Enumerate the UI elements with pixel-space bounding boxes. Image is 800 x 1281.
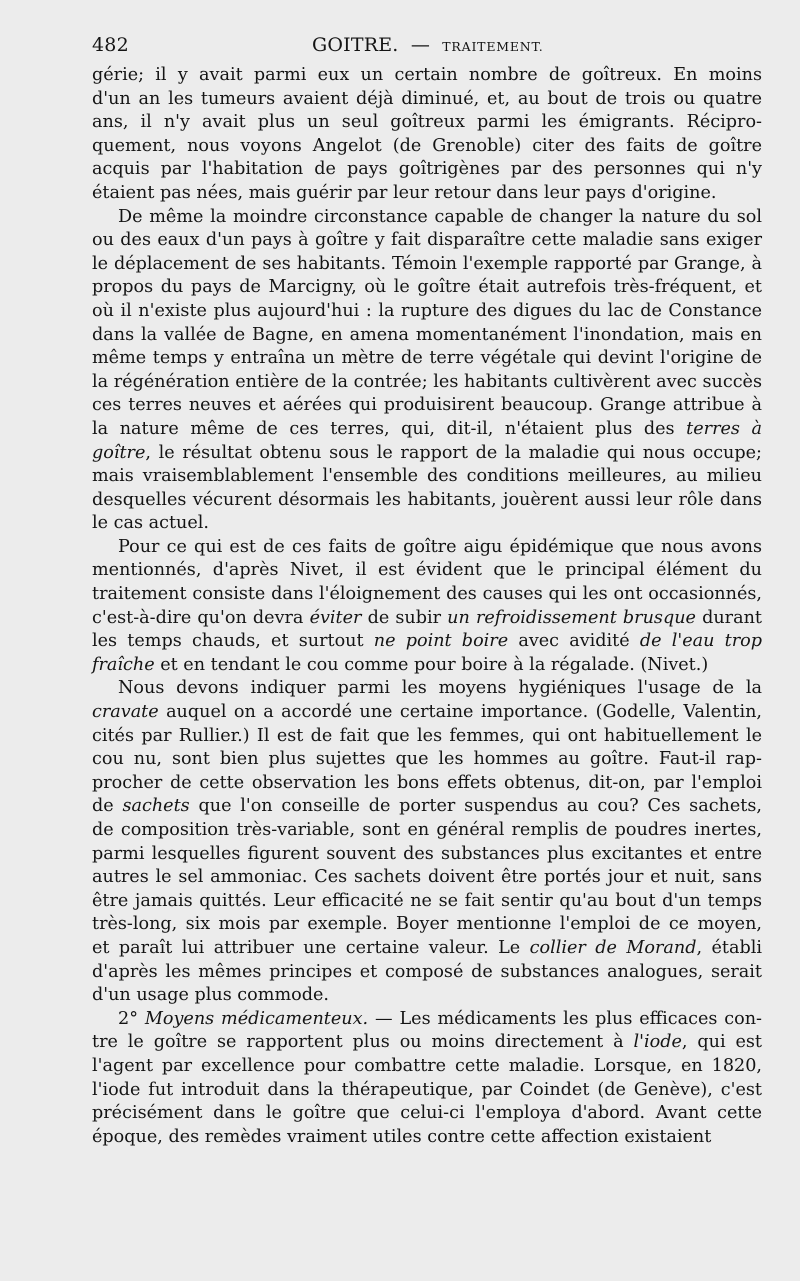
- text-run: et en tendant le cou comme pour boire à la régalade. (Nivet.): [154, 654, 709, 675]
- text-line: [92, 961, 762, 985]
- italic-text: un refroidissement brusque: [447, 607, 696, 628]
- text-line: [92, 937, 762, 961]
- text-line: [92, 677, 762, 701]
- text-run: propos du pays de Marcigny, où le goître était autrefois très-fréquent, et: [92, 277, 762, 298]
- text-run: — Les médicaments les plus efficaces con-: [368, 1008, 762, 1029]
- text-line: [92, 1055, 762, 1079]
- text-run: de: [92, 796, 123, 817]
- text-line: [92, 890, 762, 914]
- text-line: [92, 559, 762, 583]
- body-text: [92, 64, 762, 1149]
- text-run: l'iode fut introduit dans la thérapeutique, par Coindet (de Genève), c'est: [92, 1079, 762, 1100]
- text-line: [92, 913, 762, 937]
- chapter-title: GOITRE.: [312, 34, 399, 56]
- text-line: [92, 64, 762, 88]
- text-run: 2°: [118, 1008, 145, 1029]
- text-run: durant: [695, 607, 762, 628]
- text-line: [92, 111, 762, 135]
- text-line: [92, 135, 762, 159]
- text-run: autres le sel ammoniac. Ces sachets doivent être portés jour et nuit, sans: [92, 867, 762, 888]
- text-run: quement, nous voyons Angelot (de Grenoble) citer des faits de goître: [92, 135, 762, 156]
- text-run: procher de cette observation les bons effets obtenus, dit-on, par l'emploi: [92, 772, 762, 793]
- text-line: [92, 512, 762, 536]
- text-run: étaient pas nées, mais guérir par leur retour dans leur pays d'origine.: [92, 182, 717, 203]
- text-line: [92, 465, 762, 489]
- text-run: ans, il n'y avait plus un seul goîtreux parmi les émigrants. Récipro-: [92, 112, 762, 133]
- text-run: les temps chauds, et surtout: [92, 631, 374, 652]
- italic-text: terres à: [686, 418, 762, 439]
- page-number: 482: [92, 34, 129, 56]
- text-run: cités par Rullier.) Il est de fait que les femmes, qui ont habituellement le: [92, 725, 762, 746]
- text-line: [92, 1008, 762, 1032]
- text-run: dans la vallée de Bagne, en amena momentanément l'inondation, mais en: [92, 324, 762, 345]
- text-line: [92, 324, 762, 348]
- text-line: [92, 795, 762, 819]
- paragraph: [92, 677, 762, 1007]
- text-line: [92, 772, 762, 796]
- text-run: Pour ce qui est de ces faits de goître aigu épidémique que nous avons: [118, 536, 762, 557]
- text-line: [92, 1126, 762, 1150]
- text-run: d'un an les tumeurs avaient déjà diminué, et, au bout de trois ou quatre: [92, 88, 762, 109]
- text-run: où il n'existe plus aujourd'hui : la rupture des digues du lac de Constance: [92, 300, 762, 321]
- italic-text: fraîche: [92, 654, 155, 675]
- text-line: [92, 489, 762, 513]
- title-separator: —: [410, 34, 431, 56]
- paragraph: [92, 206, 762, 536]
- text-line: [92, 229, 762, 253]
- text-run: parmi lesquelles figurent souvent des substances plus excitantes et entre: [92, 843, 762, 864]
- text-run: de composition très-variable, sont en général remplis de poudres inertes,: [92, 820, 762, 840]
- paragraph: [92, 64, 762, 206]
- text-run: d'après les mêmes principes et composé de substances analogues, serait: [92, 961, 762, 982]
- text-run: De même la moindre circonstance capable de changer la nature du sol: [118, 206, 762, 227]
- text-run: et paraît lui attribuer une certaine valeur. Le: [92, 937, 530, 958]
- text-line: [92, 536, 762, 560]
- text-run: cou nu, sont bien plus sujettes que les hommes au goître. Faut-il rap-: [92, 749, 762, 770]
- text-line: [92, 630, 762, 654]
- text-run: d'un usage plus commode.: [92, 985, 329, 1006]
- italic-text: l'iode: [633, 1032, 682, 1053]
- text-line: [92, 701, 762, 725]
- text-run: que l'on conseille de porter suspendus au cou? Ces sachets,: [189, 796, 762, 817]
- text-run: , établi: [696, 937, 762, 958]
- text-run: Nous devons indiquer parmi les moyens hygiéniques l'usage de la: [118, 678, 762, 699]
- text-run: desquelles vécurent désormais les habitants, jouèrent aussi leur rôle dans: [92, 489, 762, 510]
- text-line: [92, 158, 762, 182]
- text-line: [92, 206, 762, 230]
- text-line: [92, 276, 762, 300]
- italic-text: de l'eau trop: [639, 631, 762, 652]
- text-line: [92, 442, 762, 466]
- text-run: très-long, six mois par exemple. Boyer mentionne l'emploi de ce moyen,: [92, 914, 762, 935]
- italic-text: ne point boire: [373, 631, 509, 652]
- text-run: le déplacement de ses habitants. Témoin l'exemple rapporté par Grange, à: [92, 253, 762, 274]
- text-run: traitement consiste dans l'éloignement des causes qui les ont occasionnés,: [92, 584, 762, 605]
- paragraph: [92, 536, 762, 678]
- section-subtitle: TRAITEMENT.: [442, 39, 544, 54]
- italic-text: collier de Morand: [529, 937, 697, 958]
- text-line: [92, 182, 762, 206]
- text-run: être jamais quittés. Leur efficacité ne se fait sentir qu'au bout d'un temps: [92, 890, 762, 911]
- text-run: mais vraisemblablement l'ensemble des conditions meilleures, au milieu: [92, 466, 762, 487]
- text-run: précisément dans le goître que celui-ci l'employa d'abord. Avant cette: [92, 1103, 762, 1124]
- text-line: [92, 819, 762, 843]
- text-run: de subir: [361, 607, 448, 628]
- text-line: [92, 1031, 762, 1055]
- text-run: auquel on a accordé une certaine importance. (Godelle, Valentin,: [158, 702, 762, 723]
- text-line: [92, 1079, 762, 1103]
- text-run: la régénération entière de la contrée; les habitants cultivèrent avec succès: [92, 371, 762, 392]
- text-line: [92, 88, 762, 112]
- text-line: [92, 371, 762, 395]
- text-line: [92, 418, 762, 442]
- text-run: gérie; il y avait parmi eux un certain nombre de goîtreux. En moins: [92, 65, 762, 85]
- text-run: le cas actuel.: [92, 513, 209, 534]
- text-line: [92, 583, 762, 607]
- text-run: mentionnés, d'après Nivet, il est évident que le principal élément du: [92, 560, 762, 581]
- italic-text: éviter: [309, 607, 362, 628]
- italic-text: goître: [92, 442, 146, 463]
- text-line: [92, 300, 762, 324]
- italic-text: Moyens médicamenteux.: [144, 1008, 369, 1029]
- text-line: [92, 1102, 762, 1126]
- text-line: [92, 394, 762, 418]
- text-run: époque, des remèdes vraiment utiles contre cette affection existaient: [92, 1126, 712, 1147]
- text-run: la nature même de ces terres, qui, dit-il, n'étaient plus des: [92, 418, 687, 439]
- text-run: l'agent par excellence pour combattre cette maladie. Lorsque, en 1820,: [92, 1055, 762, 1076]
- text-run: acquis par l'habitation de pays goîtrigènes par des personnes qui n'y: [92, 159, 762, 180]
- text-line: [92, 253, 762, 277]
- text-run: avec avidité: [508, 631, 640, 652]
- text-run: , le résultat obtenu sous le rapport de la maladie qui nous occupe;: [145, 442, 762, 463]
- text-run: c'est-à-dire qu'on devra: [92, 607, 310, 628]
- text-line: [92, 748, 762, 772]
- italic-text: sachets: [122, 796, 190, 817]
- running-title: [312, 34, 544, 56]
- text-line: [92, 347, 762, 371]
- text-line: [92, 866, 762, 890]
- italic-text: cravate: [92, 702, 159, 723]
- paragraph: [92, 1008, 762, 1150]
- text-line: [92, 984, 762, 1008]
- text-run: tre le goître se rapportent plus ou moins directement à: [92, 1032, 634, 1053]
- text-run: ou des eaux d'un pays à goître y fait disparaître cette maladie sans exiger: [92, 230, 762, 251]
- text-line: [92, 725, 762, 749]
- running-header: [92, 30, 762, 60]
- text-line: [92, 843, 762, 867]
- text-run: ces terres neuves et aérées qui produisirent beaucoup. Grange attribue à: [92, 395, 762, 416]
- text-run: même temps y entraîna un mètre de terre végétale qui devint l'origine de: [92, 348, 762, 369]
- text-line: [92, 607, 762, 631]
- text-run: , qui est: [681, 1032, 762, 1053]
- text-line: [92, 654, 762, 678]
